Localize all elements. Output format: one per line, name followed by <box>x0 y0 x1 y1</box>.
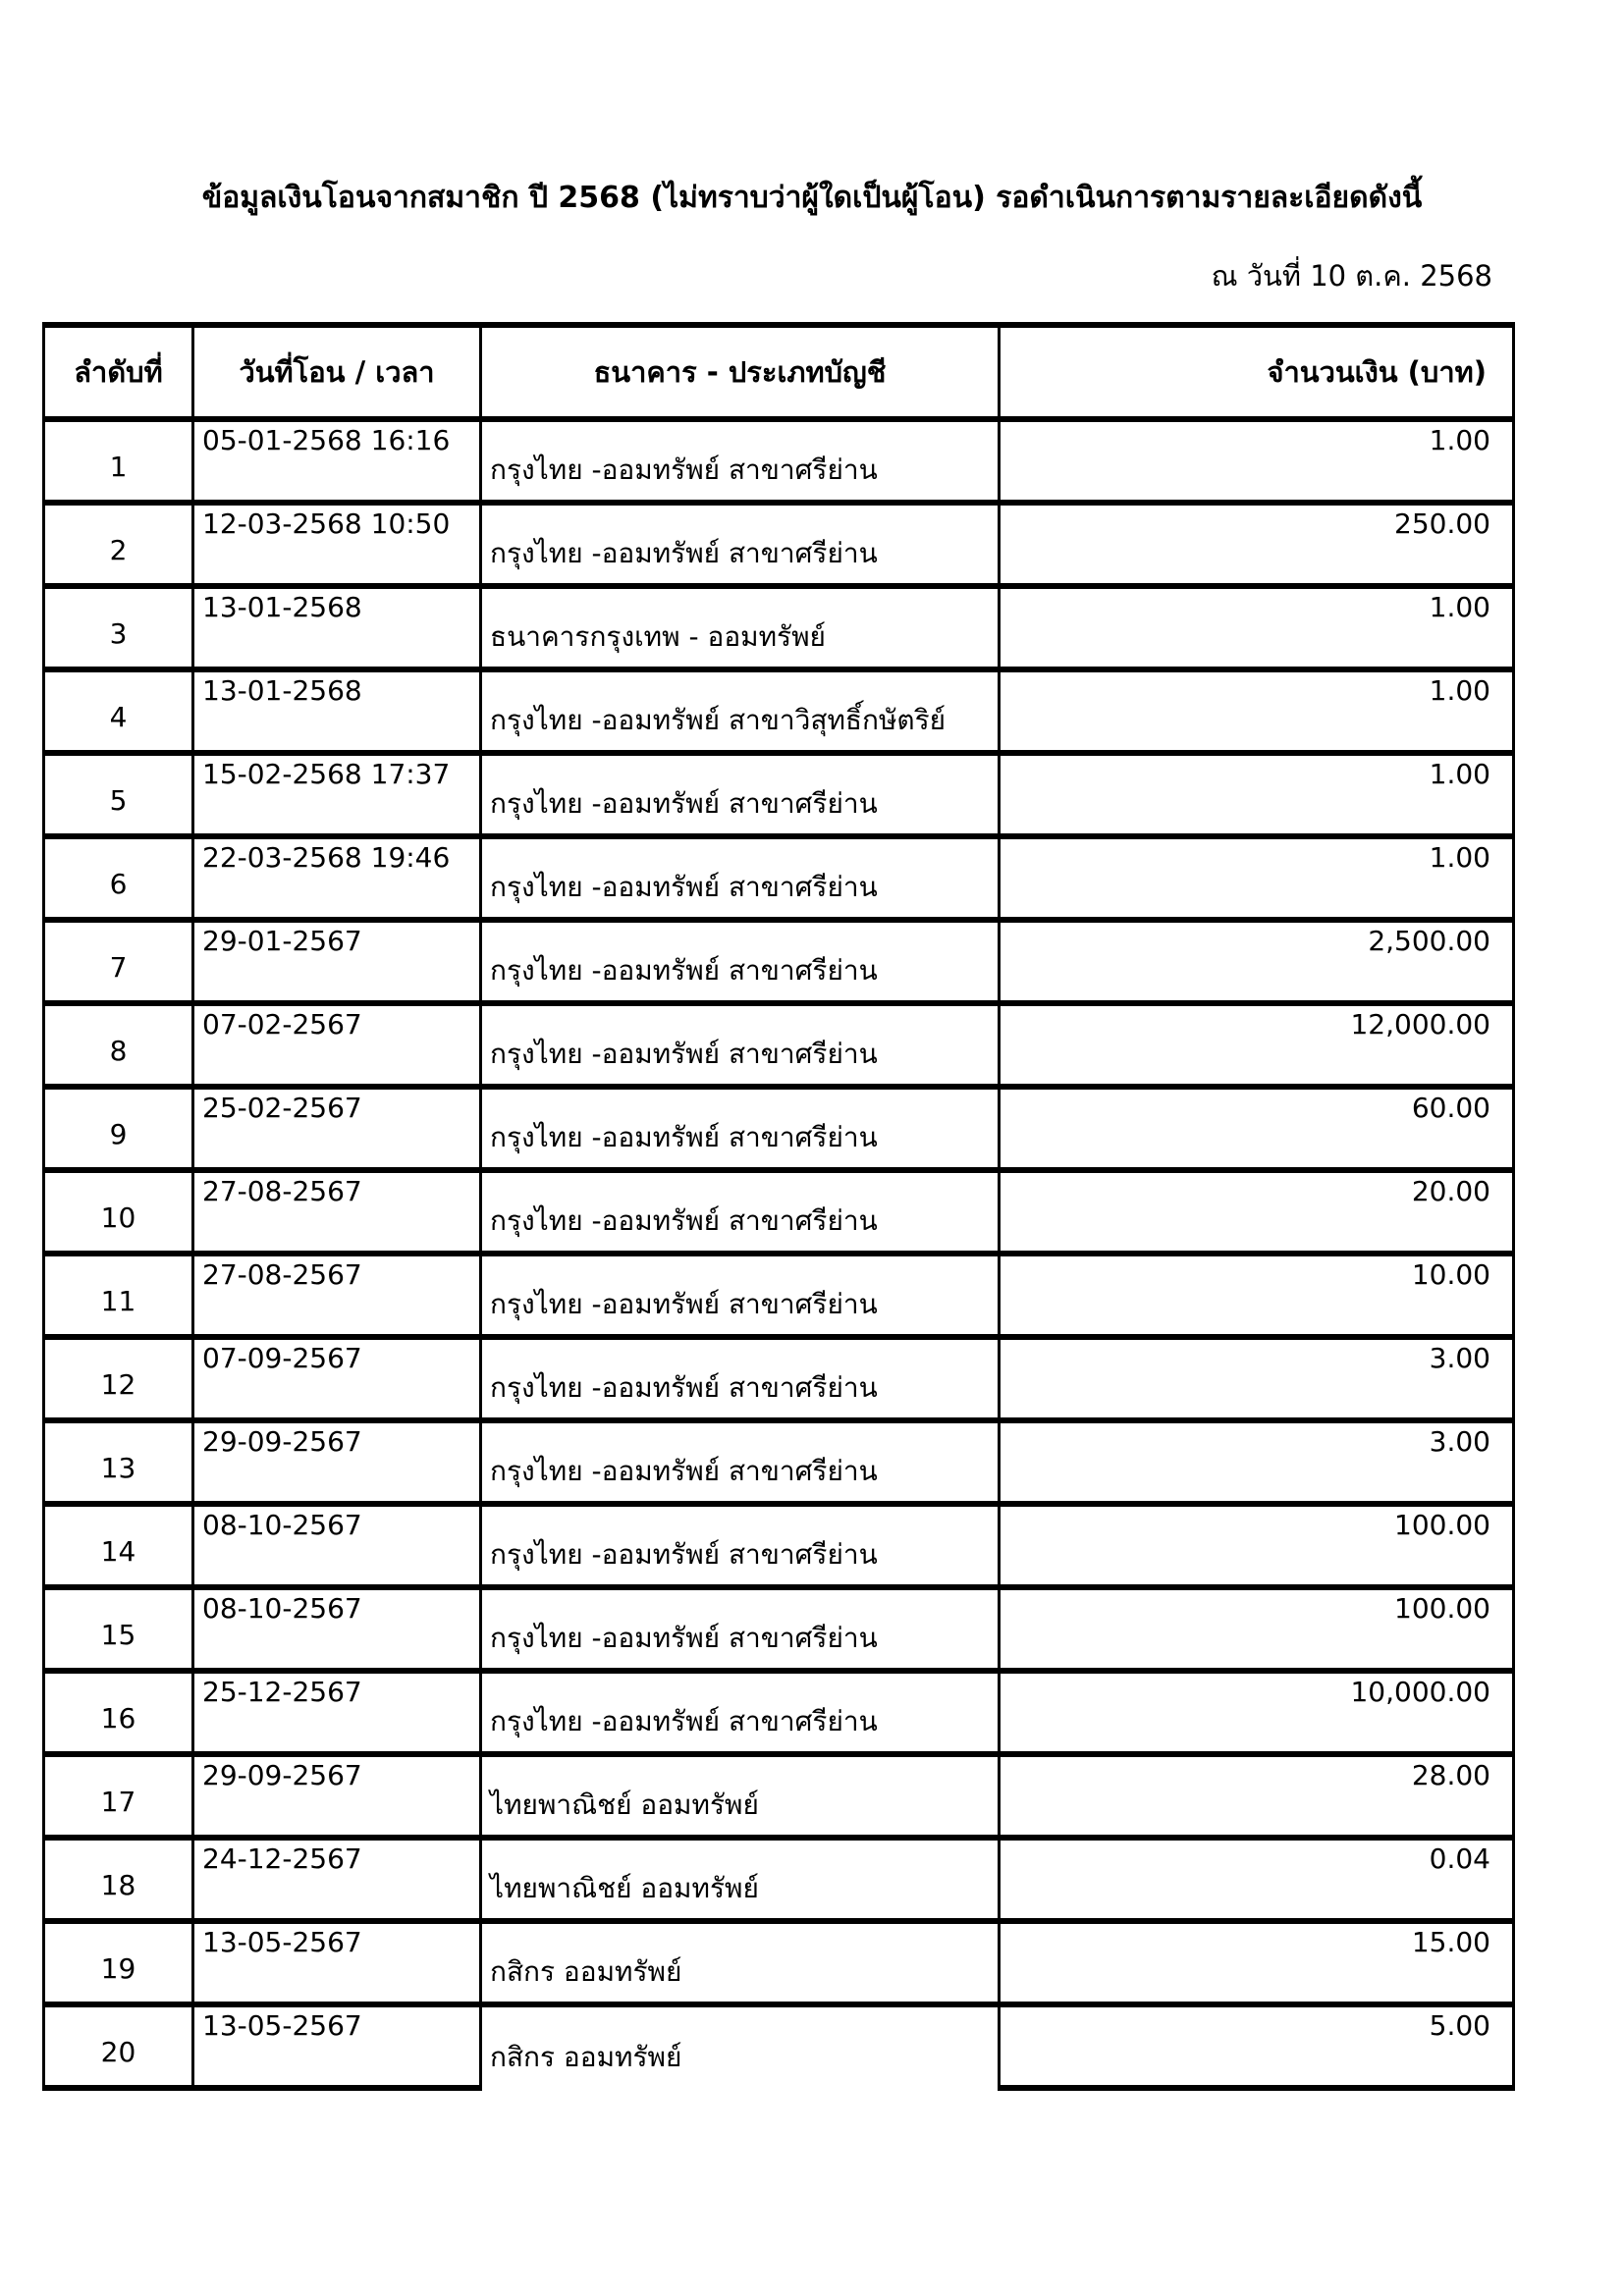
date-cell: 05-01-2568 16:16 <box>193 419 481 503</box>
date-cell: 13-01-2568 <box>193 669 481 753</box>
bank-cell: กสิกร ออมทรัพย์ <box>481 2004 1000 2088</box>
bank-cell: กรุงไทย -ออมทรัพย์ สาขาศรีย่าน <box>481 419 1000 503</box>
row-number-cell: 7 <box>44 920 193 1003</box>
row-number-cell: 8 <box>44 1003 193 1087</box>
table-row <box>44 2004 1514 2088</box>
bank-cell: กรุงไทย -ออมทรัพย์ สาขาศรีย่าน <box>481 503 1000 586</box>
transfer-table <box>42 322 1515 2091</box>
table-row <box>44 1921 1514 2004</box>
amount-cell: 100.00 <box>1000 1587 1514 1671</box>
amount-cell: 10,000.00 <box>1000 1671 1514 1754</box>
table-row <box>44 1754 1514 1838</box>
row-number-cell: 1 <box>44 419 193 503</box>
bank-cell: ธนาคารกรุงเทพ - ออมทรัพย์ <box>481 586 1000 669</box>
amount-cell: 1.00 <box>1000 836 1514 920</box>
date-cell: 29-01-2567 <box>193 920 481 1003</box>
row-number-cell: 5 <box>44 753 193 836</box>
date-cell: 08-10-2567 <box>193 1504 481 1587</box>
date-cell: 29-09-2567 <box>193 1754 481 1838</box>
row-number-cell: 16 <box>44 1671 193 1754</box>
row-number-cell: 2 <box>44 503 193 586</box>
row-number-cell: 11 <box>44 1254 193 1337</box>
header-transfer-date: วันที่โอน / เวลา <box>193 325 481 419</box>
table-row <box>44 1420 1514 1504</box>
row-number-cell: 9 <box>44 1087 193 1170</box>
date-cell: 27-08-2567 <box>193 1254 481 1337</box>
amount-cell: 60.00 <box>1000 1087 1514 1170</box>
date-cell: 07-02-2567 <box>193 1003 481 1087</box>
date-cell: 08-10-2567 <box>193 1587 481 1671</box>
date-cell: 15-02-2568 17:37 <box>193 753 481 836</box>
date-cell: 29-09-2567 <box>193 1420 481 1504</box>
row-number-cell: 4 <box>44 669 193 753</box>
date-cell: 24-12-2567 <box>193 1838 481 1921</box>
amount-cell: 2,500.00 <box>1000 920 1514 1003</box>
row-number-cell: 13 <box>44 1420 193 1504</box>
date-cell: 25-12-2567 <box>193 1671 481 1754</box>
table-row <box>44 1587 1514 1671</box>
row-number-cell: 14 <box>44 1504 193 1587</box>
bank-cell: กรุงไทย -ออมทรัพย์ สาขาศรีย่าน <box>481 1671 1000 1754</box>
header-amount: จำนวนเงิน (บาท) <box>1000 325 1514 419</box>
table-row <box>44 836 1514 920</box>
row-number-cell: 6 <box>44 836 193 920</box>
table-row <box>44 1087 1514 1170</box>
header-row-number: ลำดับที่ <box>44 325 193 419</box>
bank-cell: กรุงไทย -ออมทรัพย์ สาขาวิสุทธิ์กษัตริย์ <box>481 669 1000 753</box>
amount-cell: 28.00 <box>1000 1754 1514 1838</box>
table-row <box>44 503 1514 586</box>
table-body <box>44 419 1514 2088</box>
date-cell: 25-02-2567 <box>193 1087 481 1170</box>
amount-cell: 1.00 <box>1000 586 1514 669</box>
table-row <box>44 1254 1514 1337</box>
bank-cell: กรุงไทย -ออมทรัพย์ สาขาศรีย่าน <box>481 1003 1000 1087</box>
bank-cell: กรุงไทย -ออมทรัพย์ สาขาศรีย่าน <box>481 1337 1000 1420</box>
row-number-cell: 17 <box>44 1754 193 1838</box>
table-row <box>44 1337 1514 1420</box>
bank-cell: กรุงไทย -ออมทรัพย์ สาขาศรีย่าน <box>481 1504 1000 1587</box>
bank-cell: กรุงไทย -ออมทรัพย์ สาขาศรีย่าน <box>481 1254 1000 1337</box>
table-row <box>44 669 1514 753</box>
amount-cell: 1.00 <box>1000 669 1514 753</box>
amount-cell: 1.00 <box>1000 419 1514 503</box>
bank-cell: กรุงไทย -ออมทรัพย์ สาขาศรีย่าน <box>481 836 1000 920</box>
row-number-cell: 18 <box>44 1838 193 1921</box>
table-header <box>44 325 1514 419</box>
amount-cell: 5.00 <box>1000 2004 1514 2088</box>
amount-cell: 10.00 <box>1000 1254 1514 1337</box>
bank-cell: กรุงไทย -ออมทรัพย์ สาขาศรีย่าน <box>481 753 1000 836</box>
row-number-cell: 15 <box>44 1587 193 1671</box>
bank-cell: กรุงไทย -ออมทรัพย์ สาขาศรีย่าน <box>481 1420 1000 1504</box>
row-number-cell: 3 <box>44 586 193 669</box>
table-row <box>44 1504 1514 1587</box>
bank-cell: กรุงไทย -ออมทรัพย์ สาขาศรีย่าน <box>481 1087 1000 1170</box>
bank-cell: ไทยพาณิชย์ ออมทรัพย์ <box>481 1838 1000 1921</box>
amount-cell: 20.00 <box>1000 1170 1514 1254</box>
bank-cell: ไทยพาณิชย์ ออมทรัพย์ <box>481 1754 1000 1838</box>
amount-cell: 1.00 <box>1000 753 1514 836</box>
table-row <box>44 920 1514 1003</box>
amount-cell: 15.00 <box>1000 1921 1514 2004</box>
row-number-cell: 20 <box>44 2004 193 2088</box>
date-cell: 13-05-2567 <box>193 2004 481 2088</box>
bank-cell: กรุงไทย -ออมทรัพย์ สาขาศรีย่าน <box>481 1587 1000 1671</box>
amount-cell: 3.00 <box>1000 1337 1514 1420</box>
table-row <box>44 586 1514 669</box>
table-row <box>44 1003 1514 1087</box>
date-cell: 22-03-2568 19:46 <box>193 836 481 920</box>
table-row <box>44 419 1514 503</box>
date-cell: 27-08-2567 <box>193 1170 481 1254</box>
table-row <box>44 753 1514 836</box>
bank-cell: กรุงไทย -ออมทรัพย์ สาขาศรีย่าน <box>481 920 1000 1003</box>
table-row <box>44 1838 1514 1921</box>
date-cell: 07-09-2567 <box>193 1337 481 1420</box>
date-cell: 13-05-2567 <box>193 1921 481 2004</box>
as-of-date: ณ วันที่ 10 ต.ค. 2568 <box>1211 259 1492 293</box>
table-row <box>44 1170 1514 1254</box>
date-cell: 12-03-2568 10:50 <box>193 503 481 586</box>
row-number-cell: 12 <box>44 1337 193 1420</box>
amount-cell: 12,000.00 <box>1000 1003 1514 1087</box>
bank-cell: กรุงไทย -ออมทรัพย์ สาขาศรีย่าน <box>481 1170 1000 1254</box>
bank-cell: กสิกร ออมทรัพย์ <box>481 1921 1000 2004</box>
page-title: ข้อมูลเงินโอนจากสมาชิก ปี 2568 (ไม่ทราบว่าผู้ใดเป็นผู้โอน) รอดำเนินการตามรายละเอียดดังนี้ <box>201 181 1423 215</box>
header-bank-account: ธนาคาร - ประเภทบัญชี <box>481 325 1000 419</box>
amount-cell: 100.00 <box>1000 1504 1514 1587</box>
amount-cell: 250.00 <box>1000 503 1514 586</box>
amount-cell: 3.00 <box>1000 1420 1514 1504</box>
amount-cell: 0.04 <box>1000 1838 1514 1921</box>
date-cell: 13-01-2568 <box>193 586 481 669</box>
row-number-cell: 19 <box>44 1921 193 2004</box>
row-number-cell: 10 <box>44 1170 193 1254</box>
table-row <box>44 1671 1514 1754</box>
header-row <box>44 325 1514 419</box>
